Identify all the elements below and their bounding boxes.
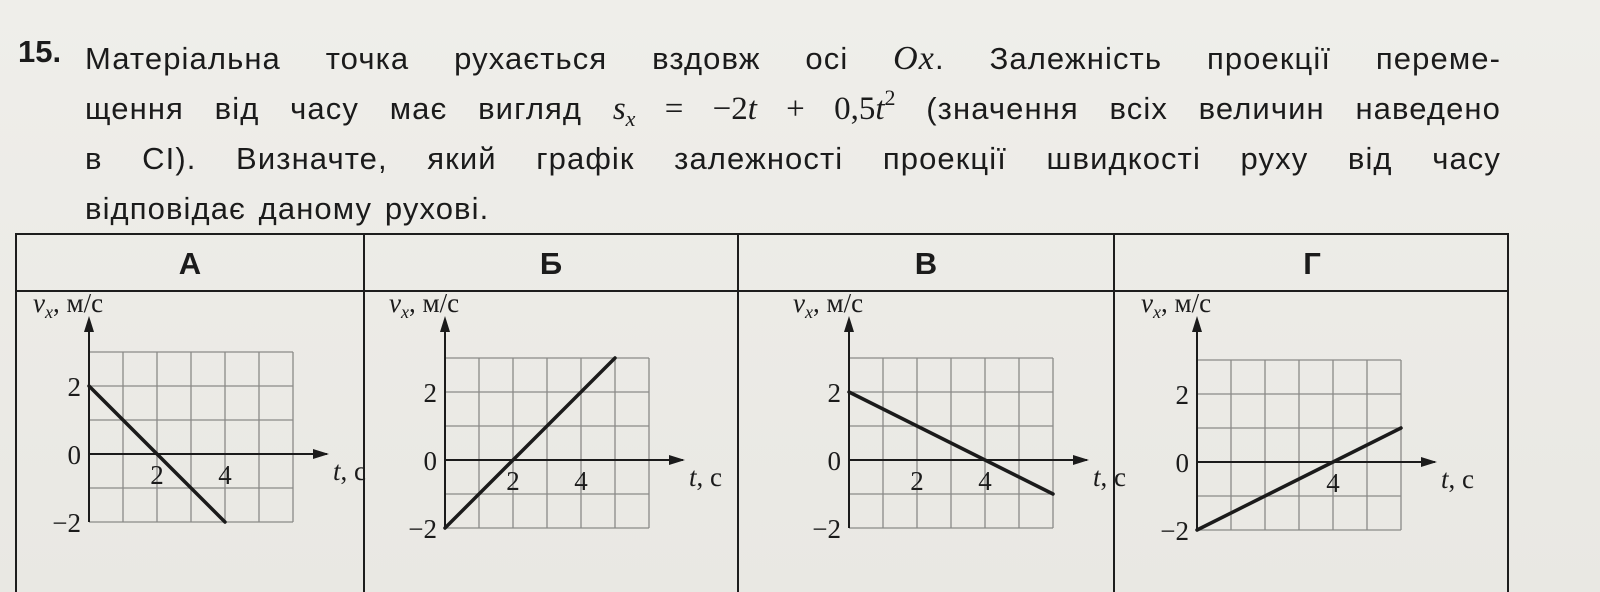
axes <box>1192 316 1437 530</box>
problem-number: 15. <box>18 34 62 69</box>
x-tick-label: 2 <box>150 460 164 490</box>
y-axis-label: $v_x$, м/с <box>33 288 104 322</box>
x-axis-arrow-icon <box>1073 455 1089 465</box>
x-tick-label: 4 <box>218 460 232 490</box>
option-c[interactable] <box>739 235 1126 592</box>
x-axis-arrow-icon <box>1421 457 1437 467</box>
statement-line-3: в СІ). Визначте, який графік залежності проекції швидкості руху від часу <box>85 141 1501 176</box>
y-axis-arrow-icon <box>1192 316 1202 332</box>
answer-options-table <box>15 233 1509 592</box>
statement-line-2: щення від часу має вигляд $s_x = -2t + 0,5t^2$ (значення всіх величин наведено <box>85 85 1501 131</box>
option-a-graph <box>17 288 366 592</box>
x-axis-label: t, с <box>333 456 366 486</box>
statement-line-4: відповідає даному рухові. <box>85 191 490 226</box>
grid <box>89 352 293 522</box>
y-tick-label: 0 <box>67 440 81 470</box>
option-c-letter: В <box>739 235 1113 292</box>
series-line <box>445 358 615 528</box>
x-tick-label: 2 <box>910 466 924 496</box>
y-tick-label: −2 <box>52 508 81 538</box>
displacement-formula: $s_x = -2t + 0,5t^2$ <box>612 85 896 131</box>
option-b[interactable] <box>365 235 739 592</box>
option-b-graph <box>365 288 737 592</box>
x-tick-label: 4 <box>574 466 588 496</box>
x-tick-label: 2 <box>506 466 520 496</box>
grid <box>445 358 649 528</box>
y-axis-arrow-icon <box>844 316 854 332</box>
y-tick-label: −2 <box>812 514 841 544</box>
statement-line-1: Матеріальна точка рухається вздовж осі Ox. Залежність проекції переме- <box>85 40 1501 77</box>
y-tick-label: 2 <box>67 372 81 402</box>
y-tick-label: 0 <box>827 446 841 476</box>
axis-name: Ox <box>893 40 936 77</box>
y-tick-label: 0 <box>423 446 437 476</box>
option-d-graph <box>1115 288 1507 592</box>
option-d-letter: Г <box>1115 235 1509 292</box>
x-axis-label: t, с <box>689 462 722 492</box>
x-axis-label: t, с <box>1441 464 1474 494</box>
y-axis-arrow-icon <box>440 316 450 332</box>
option-b-letter: Б <box>365 235 737 292</box>
problem-statement <box>85 34 1501 234</box>
y-axis-arrow-icon <box>84 316 94 332</box>
y-tick-label: 0 <box>1175 448 1189 478</box>
y-axis-label: $v_x$, м/с <box>793 288 864 322</box>
y-tick-label: 2 <box>423 378 437 408</box>
y-tick-label: −2 <box>1160 516 1189 546</box>
x-tick-label: 4 <box>1326 468 1340 498</box>
x-axis-arrow-icon <box>313 449 329 459</box>
option-d[interactable] <box>1115 235 1509 592</box>
x-tick-label: 4 <box>978 466 992 496</box>
y-axis-label: $v_x$, м/с <box>389 288 460 322</box>
y-tick-label: 2 <box>827 378 841 408</box>
axes <box>844 316 1089 528</box>
y-tick-label: 2 <box>1175 380 1189 410</box>
y-tick-label: −2 <box>408 514 437 544</box>
x-axis-label: t, с <box>1093 462 1126 492</box>
option-c-graph <box>739 288 1126 592</box>
y-axis-label: $v_x$, м/с <box>1141 288 1212 322</box>
option-a-letter: А <box>17 235 363 292</box>
x-axis-arrow-icon <box>669 455 685 465</box>
option-a[interactable] <box>17 235 365 592</box>
